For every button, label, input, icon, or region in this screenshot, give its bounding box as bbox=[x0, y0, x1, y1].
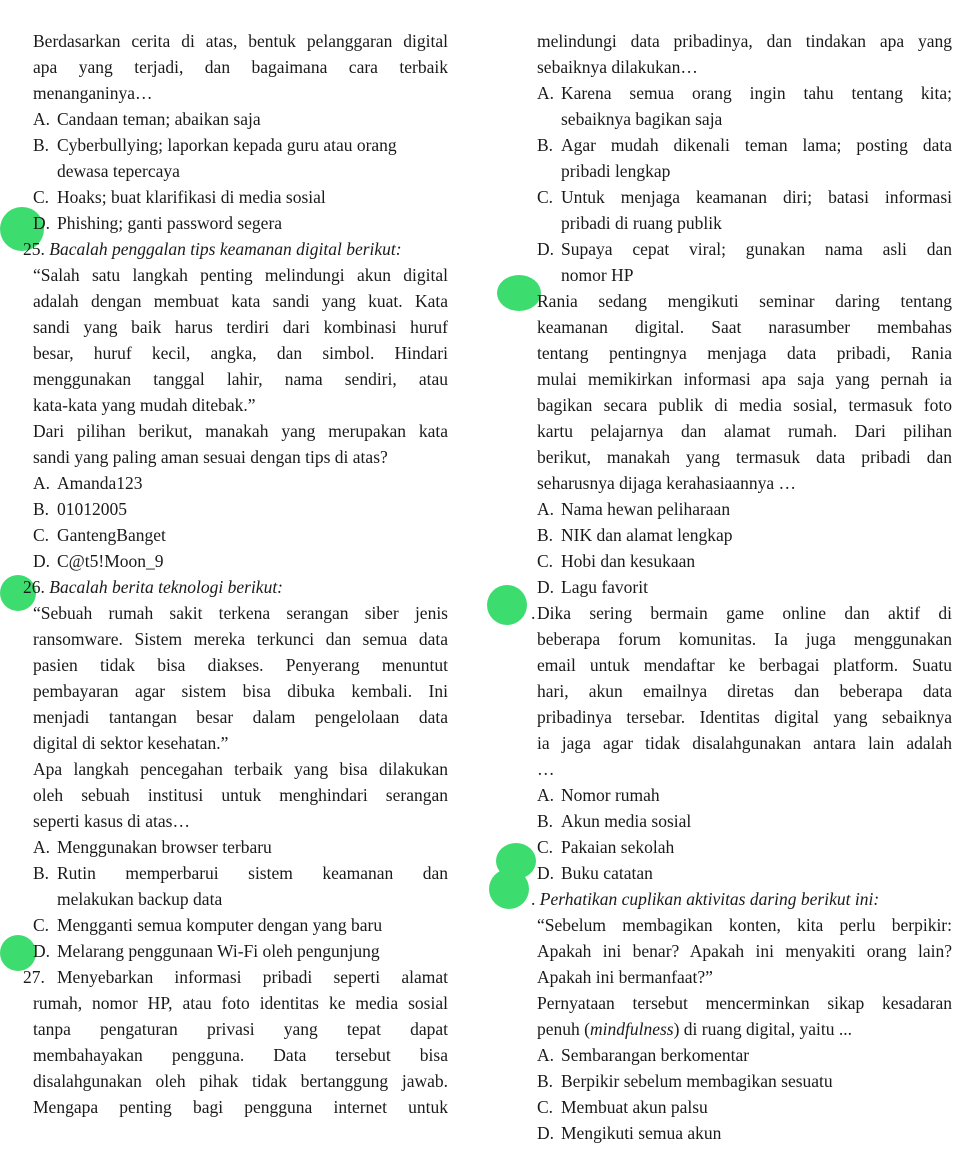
option-b[interactable]: B. Berpikir sebelum membagikan sesuatu bbox=[537, 1071, 833, 1091]
question-text: Dari pilihan berikut, manakah yang merupakan kata bbox=[33, 421, 448, 441]
question-text: … bbox=[537, 759, 555, 779]
option-a[interactable]: A. Nomor rumah bbox=[537, 785, 660, 805]
option-d-cont: nomor HP bbox=[561, 265, 634, 285]
question-text: keamanan digital. Saat narasumber membahas bbox=[537, 317, 952, 337]
option-a-cont: sebaiknya bagikan saja bbox=[561, 109, 723, 129]
quote-line: digital di sektor kesehatan.” bbox=[33, 733, 229, 753]
question-text: rumah, nomor HP, atau foto identitas ke media sosial bbox=[33, 993, 448, 1013]
option-a[interactable]: A. Nama hewan peliharaan bbox=[537, 499, 731, 519]
question-text: Mengapa penting bagi pengguna internet untuk bbox=[33, 1097, 448, 1117]
quote-line: menjadi tantangan besar dalam pengelolaan data bbox=[33, 707, 448, 727]
question-text: kartu pelajarnya dan alamat rumah. Dari pilihan bbox=[537, 421, 952, 441]
question-text: mulai memikirkan informasi apa saja yang pernah ia bbox=[537, 369, 952, 389]
question-text: sandi yang paling aman sesuai dengan tips di atas? bbox=[33, 447, 388, 467]
quote-line: kata-kata yang mudah ditebak.” bbox=[33, 395, 256, 415]
quote-line: Apakah ini benar? Apakah ini menyakiti orang lain? bbox=[537, 941, 952, 961]
quote-line: ransomware. Sistem mereka terkunci dan semua data bbox=[33, 629, 448, 649]
option-c[interactable]: C. Untuk menjaga keamanan diri; batasi informasi bbox=[537, 187, 952, 207]
question-text: menanganinya… bbox=[33, 83, 153, 103]
question-text: sebaiknya dilakukan… bbox=[537, 57, 698, 77]
option-a[interactable]: A. Karena semua orang ingin tahu tentang kita; bbox=[537, 83, 952, 103]
question-text: oleh sebuah institusi untuk menghindari serangan bbox=[33, 785, 448, 805]
quote-line: pasien tidak bisa diakses. Penyerang menuntut bbox=[33, 655, 448, 675]
option-b[interactable]: B. 01012005 bbox=[33, 499, 127, 519]
option-d[interactable]: D. Lagu favorit bbox=[537, 577, 648, 597]
question-text: Pernyataan tersebut mencerminkan sikap kesadaran bbox=[537, 993, 952, 1013]
option-d[interactable]: D. Supaya cepat viral; gunakan nama asli dan bbox=[537, 239, 952, 259]
option-b-cont: melakukan backup data bbox=[57, 889, 223, 909]
question-text: tentang pentingnya menjaga data pribadi, Rania bbox=[537, 343, 952, 363]
option-b[interactable]: B. Rutin memperbarui sistem keamanan dan bbox=[33, 863, 448, 883]
option-c[interactable]: C. GantengBanget bbox=[33, 525, 166, 545]
option-c[interactable]: C. Hoaks; buat klarifikasi di media sosial bbox=[33, 187, 326, 207]
marker-dot bbox=[487, 585, 527, 625]
option-d[interactable]: D. Melarang penggunaan Wi-Fi oleh pengunjung bbox=[33, 941, 380, 961]
question-text: email untuk mendaftar ke berbagai platform. Suatu bbox=[537, 655, 952, 675]
question-text: seperti kasus di atas… bbox=[33, 811, 190, 831]
left-column bbox=[23, 28, 448, 1120]
option-c[interactable]: C. Mengganti semua komputer dengan yang baru bbox=[33, 915, 383, 935]
question-27-heading: 27. Menyebarkan informasi pribadi seperti alamat bbox=[23, 967, 448, 987]
quote-line: pembayaran agar sistem bisa dibuka kembali. Ini bbox=[33, 681, 448, 701]
question-text: melindungi data pribadinya, dan tindakan apa yang bbox=[537, 31, 952, 51]
marker-dot bbox=[497, 275, 541, 311]
question-29-text: . Dika sering bermain game online dan aktif di bbox=[531, 603, 952, 623]
question-text: Apa langkah pencegahan terbaik yang bisa dilakukan bbox=[33, 759, 448, 779]
option-d[interactable]: D. Mengikuti semua akun bbox=[537, 1123, 722, 1143]
option-b[interactable]: B. Akun media sosial bbox=[537, 811, 692, 831]
option-a[interactable]: A. Amanda123 bbox=[33, 473, 143, 493]
option-c[interactable]: C. Pakaian sekolah bbox=[537, 837, 675, 857]
option-a[interactable]: A. Candaan teman; abaikan saja bbox=[33, 109, 261, 129]
question-28-text: Rania sedang mengikuti seminar daring tentang bbox=[537, 291, 952, 311]
question-text: pribadinya tersebar. Identitas digital yang sebaiknya bbox=[537, 707, 952, 727]
question-text: tanpa pengaturan privasi yang tepat dapat bbox=[33, 1019, 448, 1039]
option-d[interactable]: D. C@t5!Moon_9 bbox=[33, 551, 164, 571]
quote-line: sandi yang baik harus terdiri dari kombinasi huruf bbox=[33, 317, 448, 337]
question-26-heading: 26. Bacalah berita teknologi berikut: bbox=[23, 577, 284, 597]
question-text: Berdasarkan cerita di atas, bentuk pelanggaran digital bbox=[33, 31, 448, 51]
option-b[interactable]: B. Agar mudah dikenali teman lama; posting data bbox=[537, 135, 952, 155]
option-d[interactable]: D. Phishing; ganti password segera bbox=[33, 213, 283, 233]
question-30-heading: . Perhatikan cuplikan aktivitas daring berikut ini: bbox=[531, 889, 880, 909]
option-b[interactable]: B. NIK dan alamat lengkap bbox=[537, 525, 733, 545]
question-text: beberapa forum komunitas. Ia juga menggunakan bbox=[537, 629, 952, 649]
option-d[interactable]: D. Buku catatan bbox=[537, 863, 653, 883]
option-a[interactable]: A. Sembarangan berkomentar bbox=[537, 1045, 750, 1065]
question-text: bagikan secara publik di media sosial, termasuk foto bbox=[537, 395, 952, 415]
quote-line: menggunakan tanggal lahir, nama sendiri, atau bbox=[33, 369, 448, 389]
option-c-cont: pribadi di ruang publik bbox=[561, 213, 722, 233]
quote-line: “Salah satu langkah penting melindungi akun digital bbox=[33, 265, 448, 285]
question-text: berikut, manakah yang termasuk data pribadi dan bbox=[537, 447, 952, 467]
right-column bbox=[531, 28, 952, 1146]
option-b[interactable]: B. Cyberbullying; laporkan kepada guru atau orang bbox=[33, 135, 397, 155]
question-text: penuh (mindfulness) di ruang digital, yaitu ... bbox=[537, 1019, 852, 1039]
question-text: ia jaga agar tidak disalahgunakan antara lain adalah bbox=[537, 733, 952, 753]
quote-line: adalah dengan membuat kata sandi yang kuat. Kata bbox=[33, 291, 448, 311]
quote-line: “Sebuah rumah sakit terkena serangan siber jenis bbox=[33, 603, 448, 623]
question-text: membahayakan pengguna. Data tersebut bisa bbox=[33, 1045, 448, 1065]
question-text: hari, akun emailnya diretas dan beberapa data bbox=[537, 681, 952, 701]
quote-line: besar, huruf kecil, angka, dan simbol. Hindari bbox=[33, 343, 448, 363]
question-text: disalahgunakan oleh pihak tidak bertanggung jawab. bbox=[33, 1071, 448, 1091]
quote-line: Apakah ini bermanfaat?” bbox=[537, 967, 713, 987]
question-text: seharusnya dijaga kerahasiaannya … bbox=[537, 473, 796, 493]
question-25-heading: 25. Bacalah penggalan tips keamanan digital berikut: bbox=[23, 239, 402, 259]
option-c[interactable]: C. Hobi dan kesukaan bbox=[537, 551, 696, 571]
question-text: apa yang terjadi, dan bagaimana cara terbaik bbox=[33, 57, 448, 77]
option-b-cont: dewasa tepercaya bbox=[57, 161, 180, 181]
marker-dot bbox=[489, 869, 529, 909]
option-a[interactable]: A. Menggunakan browser terbaru bbox=[33, 837, 272, 857]
quote-line: “Sebelum membagikan konten, kita perlu berpikir: bbox=[537, 915, 952, 935]
option-b-cont: pribadi lengkap bbox=[561, 161, 671, 181]
option-c[interactable]: C. Membuat akun palsu bbox=[537, 1097, 708, 1117]
